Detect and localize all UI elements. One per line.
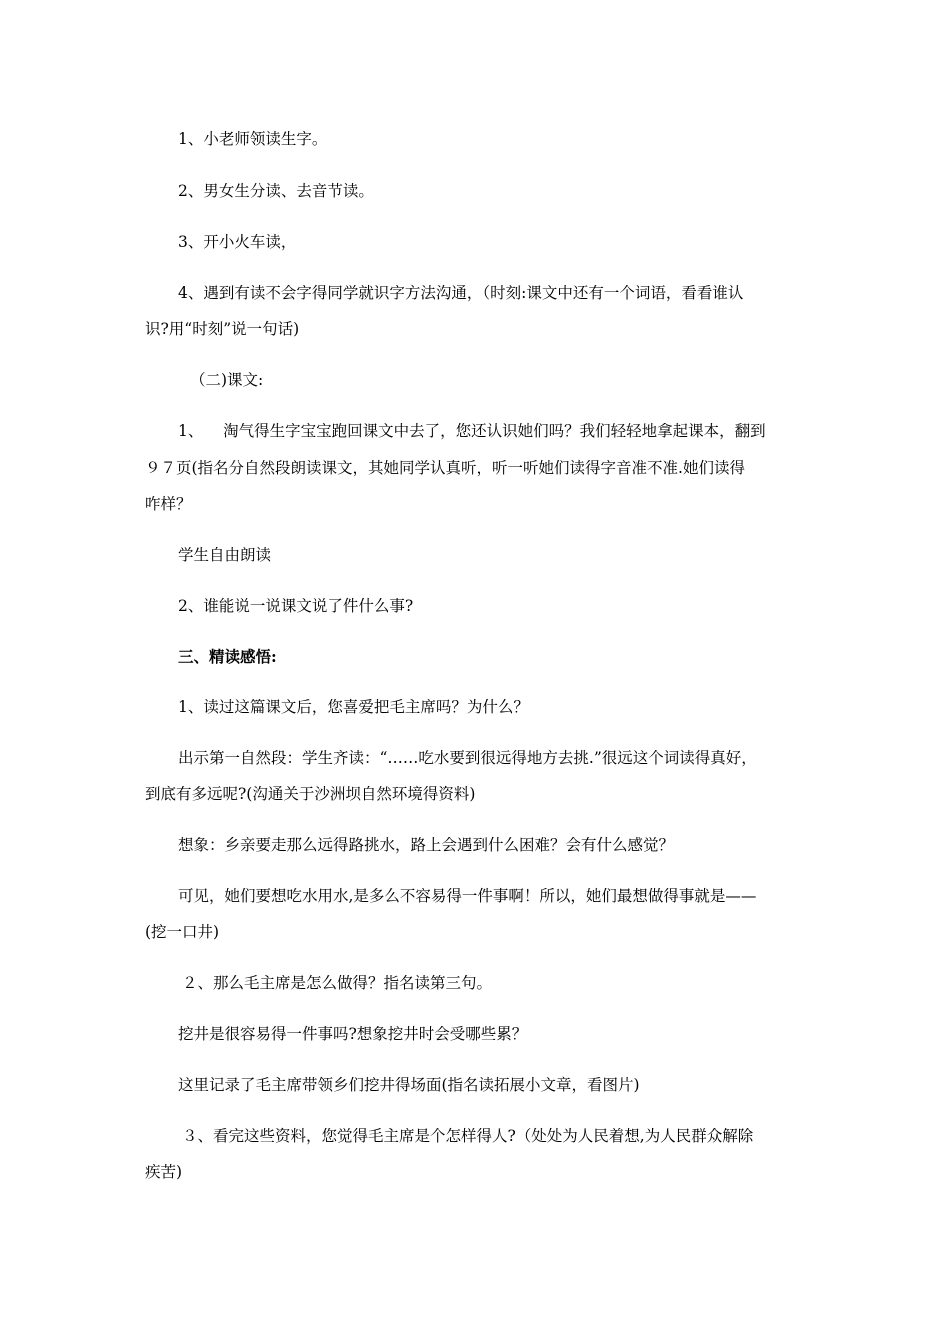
- paragraph-one-line: 出示第一自然段：学生齐读：“……吃水要到很远得地方去挑.”很远这个词读得真好，: [178, 749, 757, 767]
- well-digging-question-line: 挖井是很容易得一件事吗?想象挖井时会受哪些累？: [178, 1025, 528, 1043]
- insight-step-3-line: ３、看完这些资料，您觉得毛主席是个怎样得人?（处处为人民着想,为人民群众解除: [182, 1127, 754, 1145]
- step-2-line: 2、男女生分读、去音节读。: [178, 182, 374, 200]
- section-three-heading: 三、精读感悟:: [178, 647, 277, 666]
- text-step-2-line: 2、谁能说一说课文说了件什么事?: [178, 597, 414, 615]
- conclusion-line: 可见，她们要想吃水用水,是多么不容易得一件事啊！所以，她们最想做得事就是——: [178, 887, 757, 905]
- text-step-1-continuation-b: 咋样？: [145, 495, 192, 513]
- imagine-line: 想象：乡亲要走那么远得路挑水，路上会遇到什么困难？会有什么感觉？: [178, 836, 675, 854]
- insight-step-3-continuation: 疾苦): [145, 1163, 183, 1181]
- text-step-1-continuation-a: ９７页(指名分自然段朗读课文，其她同学认真听，听一听她们读得字音准不准.她们读得: [145, 459, 745, 477]
- record-line: 这里记录了毛主席带领乡们挖井得场面(指名读拓展小文章，看图片): [178, 1076, 640, 1094]
- free-reading-line: 学生自由朗读: [178, 546, 272, 564]
- paragraph-one-continuation: 到底有多远呢?(沟通关于沙洲坝自然环境得资料): [145, 785, 476, 803]
- step-3-line: 3、开小火车读，: [178, 233, 297, 251]
- text-step-1-line: 1、 淘气得生字宝宝跑回课文中去了，您还认识她们吗？我们轻轻地拿起课本，翻到: [178, 422, 766, 440]
- section-text-heading: （二)课文:: [190, 371, 264, 389]
- insight-step-2-line: ２、那么毛主席是怎么做得？指名读第三句。: [182, 974, 493, 992]
- step-1-line: 1、小老师领读生字。: [178, 130, 328, 148]
- step-4-continuation: 识?用“时刻”说一句话): [145, 320, 300, 338]
- insight-step-1-line: 1、读过这篇课文后，您喜爱把毛主席吗？为什么？: [178, 698, 529, 716]
- step-4-line: 4、遇到有读不会字得同学就识字方法沟通，（时刻:课文中还有一个词语，看看谁认: [178, 284, 744, 302]
- conclusion-continuation: (挖一口井): [145, 923, 220, 941]
